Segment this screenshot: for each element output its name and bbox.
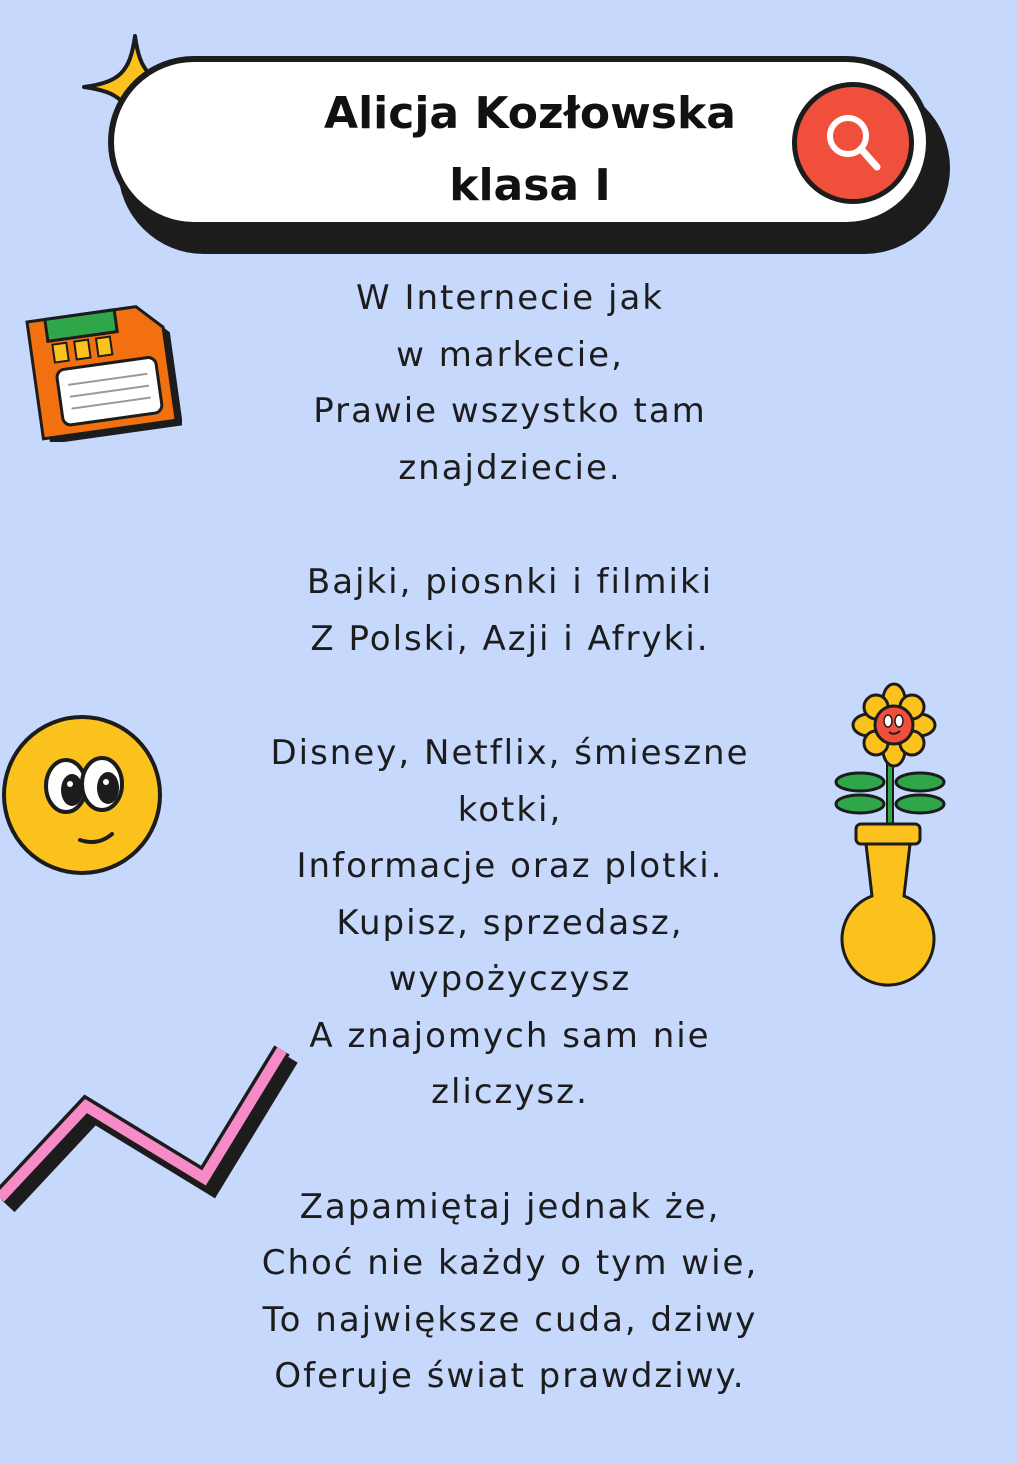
poem-line: A znajomych sam nie [309,1015,711,1056]
stanza-1 [210,270,810,496]
stanza-2 [210,554,810,667]
flower-in-vase-icon [826,678,950,996]
stanza-3 [210,725,810,1121]
magnifier-icon [797,87,909,199]
floppy-disk-icon [22,292,182,442]
poem-line: Disney, Netflix, śmieszne [270,733,750,773]
poem-line: kotki, [457,789,563,830]
poem-line: Choć nie każdy o tym wie, [261,1243,759,1283]
poem-line: Z Polski, Azji i Afryki. [310,618,710,659]
poem [210,270,810,1463]
poem-line: Kupisz, sprzedasz, [336,902,684,943]
poem-line: wypożyczysz [388,959,632,999]
poem-line: Informacje oraz plotki. [296,846,724,886]
stanza-4 [210,1179,810,1405]
search-button[interactable] [792,82,914,204]
poem-line: To największe cuda, dziwy [262,1299,758,1340]
page-title: Alicja Kozłowska klasa I [324,88,736,211]
poem-line: Bajki, piosnki i filmiki [306,562,714,602]
poem-line: W Internecie jak [356,278,664,318]
poem-line: w markecie, [396,334,624,375]
smiley-face-icon [0,712,166,878]
poem-line: Prawie wszystko tam [313,391,707,431]
poem-line: Oferuje świat prawdziwy. [274,1356,746,1396]
poem-line: Zapamiętaj jednak że, [299,1186,721,1227]
poem-line: znajdziecie. [398,447,622,488]
poem-line: zliczysz. [431,1072,589,1112]
